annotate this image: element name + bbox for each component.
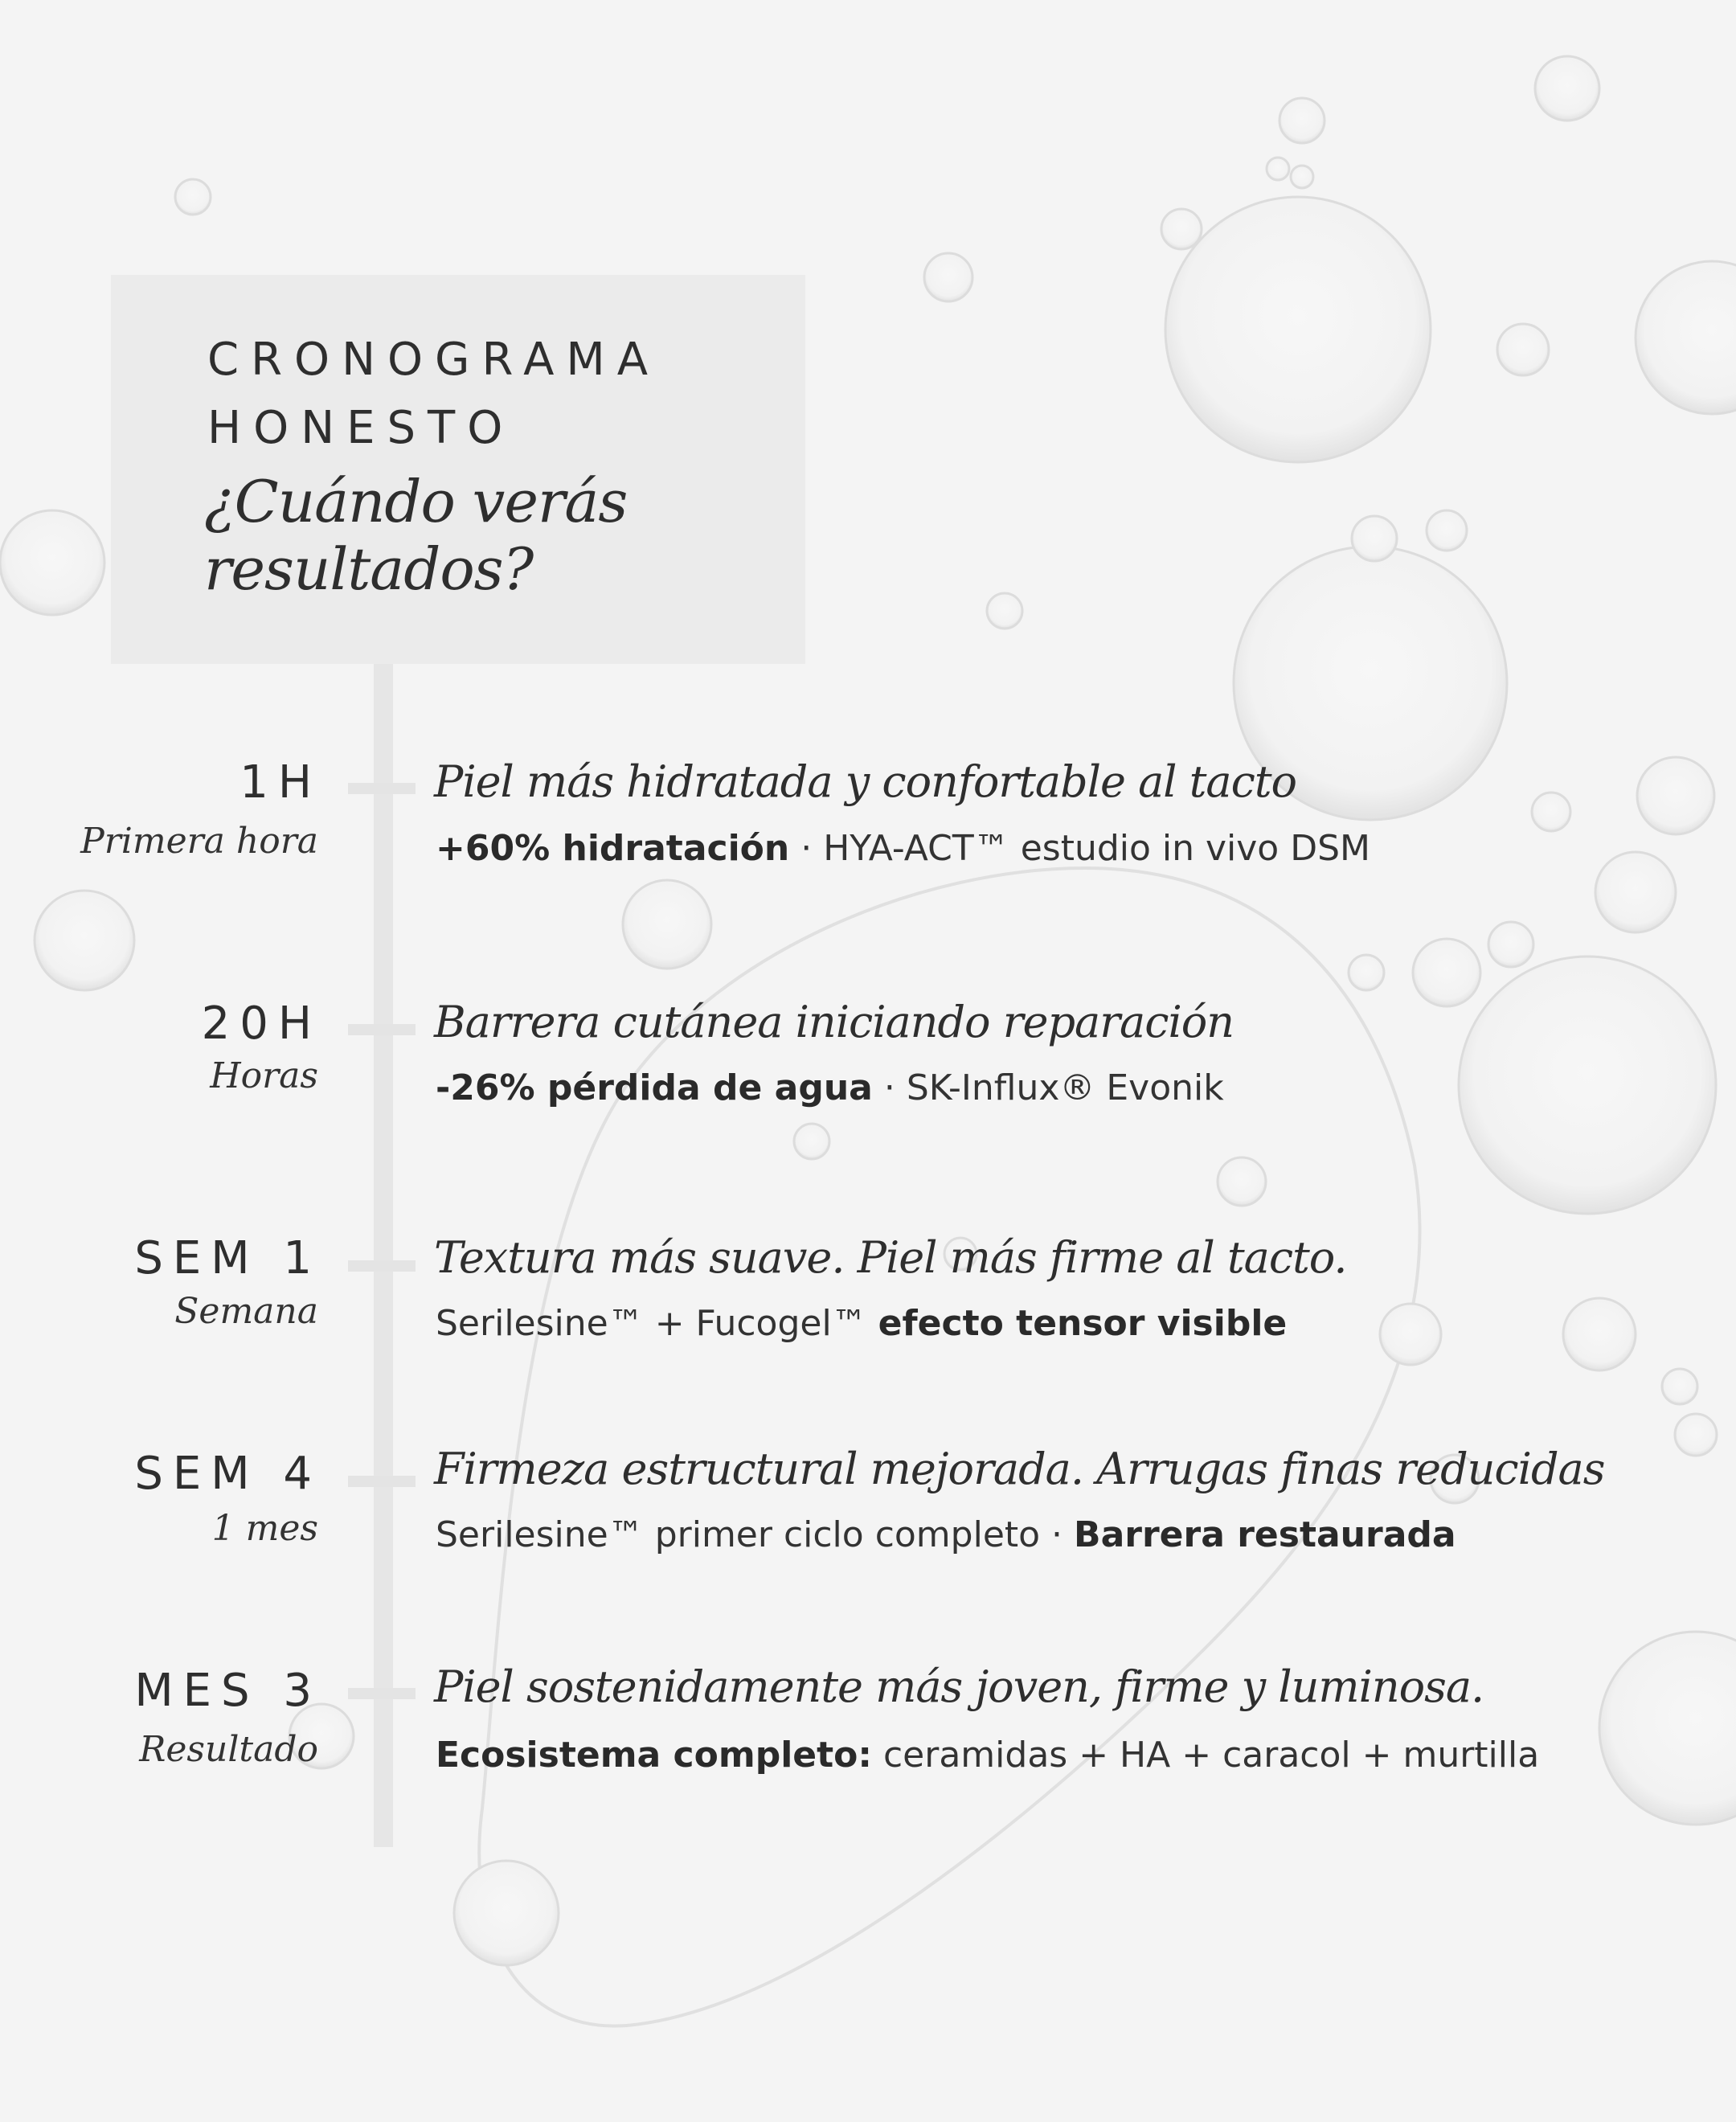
timeline-tick [348,1688,416,1699]
stage-sublabel: Horas [210,1055,318,1096]
timeline-tick [348,1476,416,1487]
detail-bold-lead: -26% pérdida de agua [436,1067,873,1108]
stage-label: 20H [201,998,321,1050]
detail-bold-lead: +60% hidratación [436,828,790,869]
stage-sublabel: 1 mes [211,1508,318,1549]
stage-label: MES 3 [134,1665,321,1717]
milestone-title: Piel más hidratada y confortable al tacto [434,756,1297,807]
milestone-detail [436,1067,1224,1108]
timeline-spine [374,664,393,1847]
detail-text: Serilesine™ + Fucogel™ [436,1303,878,1344]
detail-bold-tail: Barrera restaurada [1074,1514,1456,1555]
milestone-title: Firmeza estructural mejorada. Arrugas finas reducidas [434,1444,1605,1494]
detail-text: · SK-Influx® Evonik [872,1067,1224,1108]
kicker-line-1: CRONOGRAMA [207,334,661,386]
stage-sublabel: Resultado [139,1729,318,1770]
stage-sublabel: Primera hora [80,821,318,862]
detail-text: Serilesine™ primer ciclo completo · [436,1514,1075,1555]
stage-label: SEM 4 [134,1448,321,1500]
detail-text: ceramidas + HA + caracol + murtilla [872,1735,1540,1776]
milestone-detail [436,1303,1288,1344]
milestone-title: Piel sostenidamente más joven, firme y luminosa. [434,1661,1484,1712]
timeline-tick [348,1260,416,1272]
stage-sublabel: Semana [174,1291,318,1332]
page-title: ¿Cuándo verás resultados? [204,468,628,603]
milestone-detail [436,828,1370,869]
kicker-line-2: HONESTO [207,402,515,454]
stage-label: SEM 1 [134,1232,321,1284]
stage-label: 1H [240,756,321,809]
milestone-detail [436,1514,1456,1555]
detail-bold-tail: efecto tensor visible [878,1303,1288,1344]
timeline-tick [348,783,416,794]
detail-bold-lead: Ecosistema completo: [436,1735,872,1776]
milestone-title: Barrera cutánea iniciando reparación [434,997,1234,1047]
milestone-detail [436,1735,1540,1776]
header-card [111,275,805,664]
detail-text: · HYA-ACT™ estudio in vivo DSM [789,828,1370,869]
timeline-tick [348,1024,416,1035]
milestone-title: Textura más suave. Piel más firme al tacto. [434,1232,1347,1283]
